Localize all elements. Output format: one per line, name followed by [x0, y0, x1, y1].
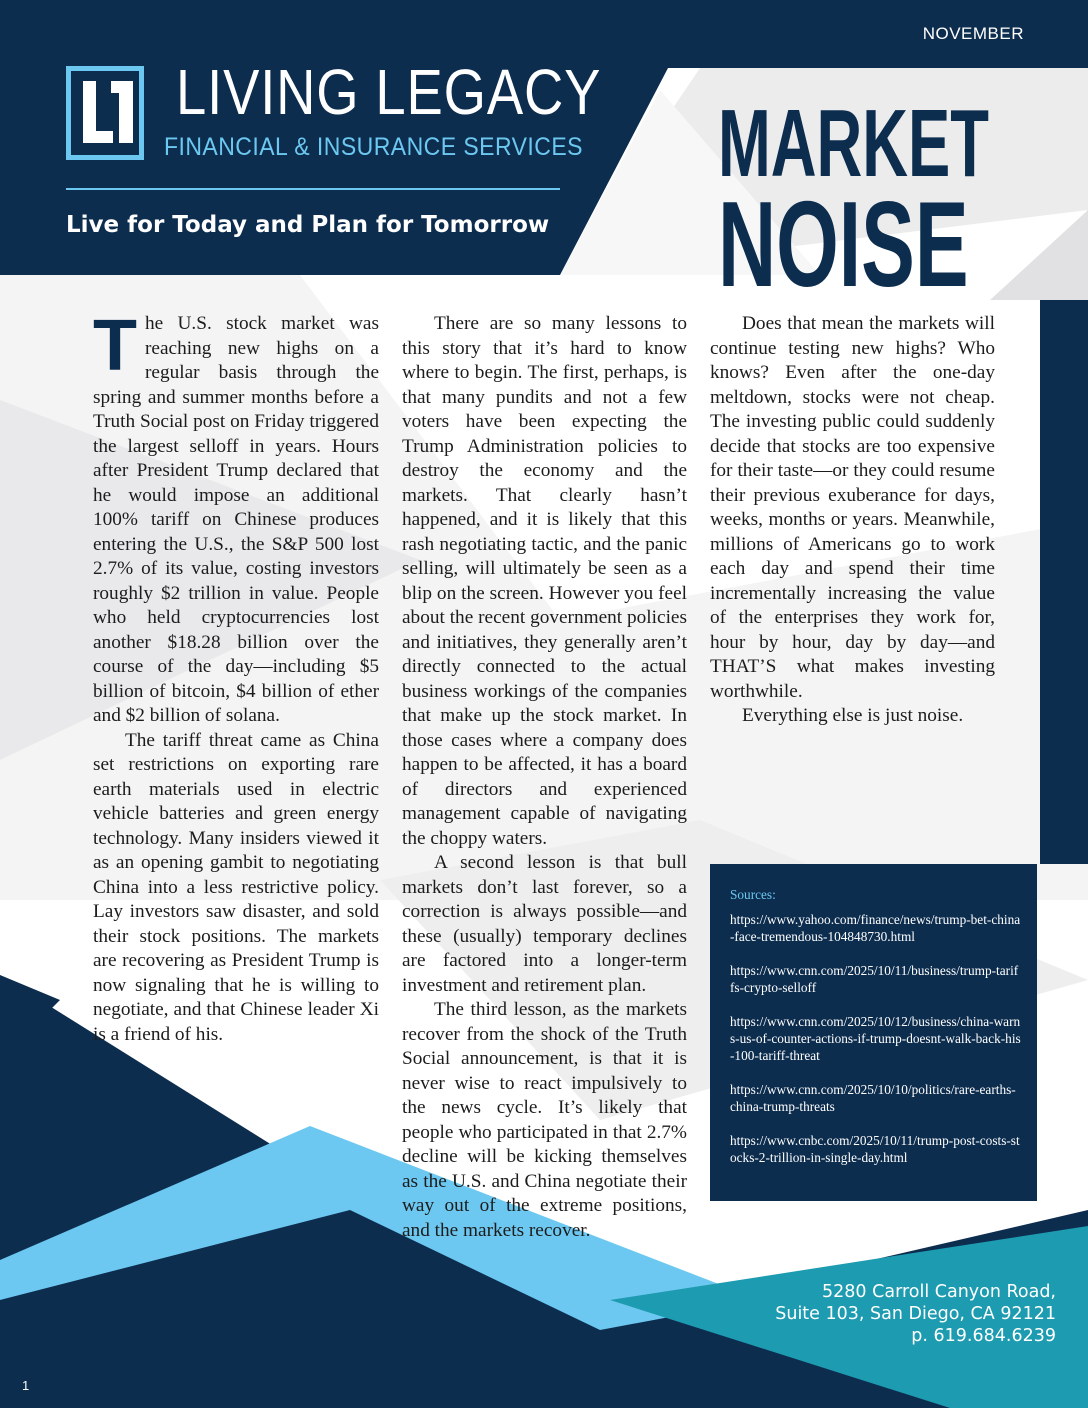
sources-title: Sources:: [730, 887, 776, 902]
tagline: Live for Today and Plan for Tomorrow: [66, 212, 550, 238]
article-column-1: [93, 306, 379, 1047]
article-paragraph: A second lesson is that bull markets don’t last forever, so a correction is always possible—and these (usually) temporary declines are factored into a longer-term investment and retirement plan.: [402, 852, 687, 996]
sources-box: [710, 864, 1037, 1201]
address-line-1: 5280 Carroll Canyon Road,: [822, 1282, 1056, 1302]
page-number: 1: [22, 1378, 30, 1393]
article-paragraph: The tariff threat came as China set restrictions on exporting rare earth materials used in electric vehicle batteries and green energy technology. Many insiders viewed it as an opening gambit to negotiating China into a less restrictive policy. Lay investors saw disaster, and sold their stock positions. The markets are recovering as President Trump is now signaling that he is willing to negotiate, and that Chinese leader Xi is a friend of his.: [93, 729, 379, 1045]
article-column-3: [710, 312, 995, 729]
source-link[interactable]: https://www.cnn.com/2025/10/10/politics/rare-earths-china-trump-threats: [730, 1082, 1016, 1114]
contact-address: [775, 1281, 1056, 1347]
article-paragraph: Everything else is just noise.: [742, 705, 964, 726]
title-line-1: MARKET: [718, 90, 990, 197]
header-divider: [66, 188, 560, 190]
company-logo-mark: [66, 66, 144, 160]
article-paragraph: The third lesson, as the markets recover from the shock of the Truth Social announcement, is that it is never wise to react impulsively to the news cycle. It’s likely that people who participated in that 2.7% decline will be kicking themselves as the U.S. and China negotiate their way out of the extreme positions, and the markets recover.: [402, 999, 687, 1241]
article-paragraph: There are so many lessons to this story that it’s hard to know where to begin. The first, perhaps, is that many pundits and not a few voters have been expecting the Trump Administration policies to destroy the economy and the markets. That clearly hasn’t happened, and it is likely that this rash negotiating tactic, and the panic selling, will ultimately be seen as a blip on the screen. However you feel about the recent government policies and initiatives, they generally aren’t directly connected to the actual business workings of the companies that make up the stock market. In those cases where a company does happen to be affected, it has a board of directors and experienced management capable of navigating the choppy waters.: [402, 313, 687, 849]
phone-number: p. 619.684.6239: [911, 1326, 1056, 1346]
address-line-2: Suite 103, San Diego, CA 92121: [775, 1304, 1056, 1324]
page-title: [718, 90, 990, 313]
title-line-2: NOISE: [718, 176, 969, 313]
source-link[interactable]: https://www.yahoo.com/finance/news/trump-bet-china-face-tremendous-104848730.html: [730, 912, 1021, 944]
article-column-2: [402, 312, 687, 1243]
source-link[interactable]: https://www.cnn.com/2025/10/12/business/china-warns-us-of-counter-actions-if-trump-doesnt-walk-back-his-100-tariff-threat: [730, 1014, 1021, 1063]
source-link[interactable]: https://www.cnn.com/2025/10/11/business/trump-tariffs-crypto-selloff: [730, 963, 1019, 995]
article-paragraph: The U.S. stock market was reaching new highs on a regular basis through the spring and summer months before a Truth Social post on Friday triggered the largest selloff in years. Hours after President Trump declared that he would impose an additional 100% tariff on Chinese produces entering the U.S., the S&P 500 lost 2.7% of its value, costing investors roughly $2 trillion in value. People who held cryptocurrencies lost another $18.28 billion over the course of the day—including $5 billion of bitcoin, $4 billion of ether and $2 billion of solana.: [93, 306, 379, 726]
article-paragraph: Does that mean the markets will continue testing new highs? Who knows? Even after the one-day meltdown, stocks were not cheap. The investing public could suddenly decide that stocks are too expensive for their taste—or they could resume their previous exuberance for days, weeks, months or years. Meanwhile, millions of Americans go to work each day and spend their time incrementally increasing the value of the enterprises they work for, hour by hour, day by day—and THAT’S what makes investing worthwhile.: [710, 313, 995, 702]
source-link[interactable]: https://www.cnbc.com/2025/10/11/trump-post-costs-stocks-2-trillion-in-single-day.html: [730, 1133, 1020, 1165]
brand-subtitle: FINANCIAL & INSURANCE SERVICES: [164, 133, 583, 161]
drop-cap: T: [93, 306, 137, 386]
brand-name: LIVING LEGACY: [176, 56, 602, 128]
issue-month: NOVEMBER: [922, 24, 1024, 43]
